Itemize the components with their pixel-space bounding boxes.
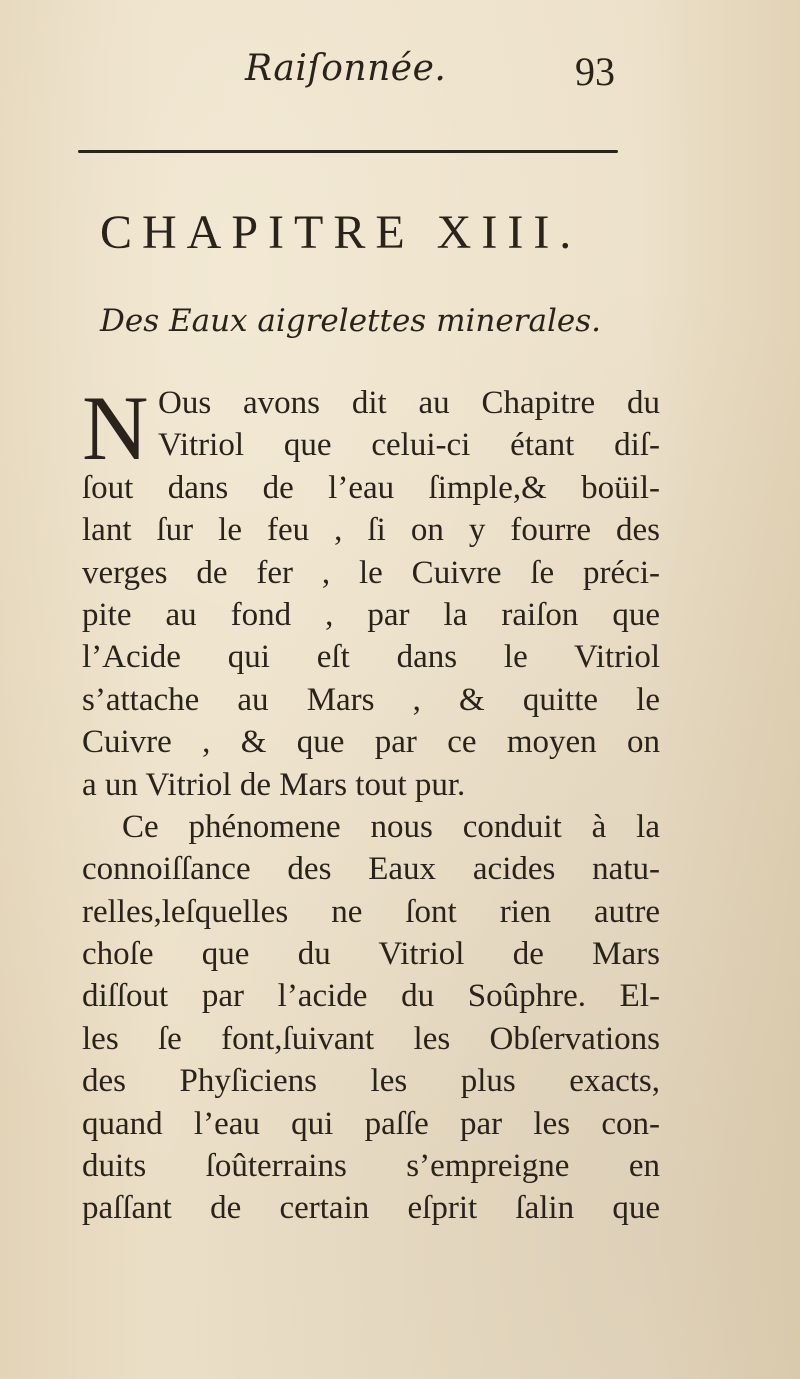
text-line: verges de fer , le Cuivre ſe préci-: [82, 554, 660, 591]
text-line: s’attache au Mars , & quitte le: [82, 681, 660, 718]
text-line: des Phyſiciens les plus exacts,: [82, 1063, 660, 1100]
body-text: [82, 377, 660, 1230]
chapter-subtitle: Des Eaux aigrelettes minerales.: [100, 303, 602, 339]
text-line: duits ſoûterrains s’empreigne en: [82, 1148, 660, 1185]
text-line: ſout dans de l’eau ſimple,& boüil-: [82, 469, 660, 506]
text-line: a un Vitriol de Mars tout pur.: [82, 766, 466, 803]
text-line: Cuivre , & que par ce moyen on: [82, 724, 660, 761]
text-line: Ous avons dit au Chapitre du: [158, 385, 660, 421]
text-line: paſſant de certain eſprit ſalin que: [82, 1190, 660, 1227]
drop-cap: N: [82, 377, 149, 479]
running-header: [0, 48, 800, 98]
page-number: 93: [575, 49, 615, 94]
chapter-title: CHAPITRE XIII.: [100, 206, 582, 259]
text-line: connoiſſance des Eaux acides natu-: [82, 851, 660, 888]
running-title: Raiſonnée.: [245, 48, 447, 89]
text-line: les ſe font,ſuivant les Obſervations: [82, 1020, 660, 1057]
header-rule: [78, 150, 618, 153]
text-line: diſſout par l’acide du Soûphre. El-: [82, 978, 660, 1015]
text-line: choſe que du Vitriol de Mars: [82, 936, 660, 973]
text-line: quand l’eau qui paſſe par les con-: [82, 1105, 660, 1142]
text-line: Ce phénomene nous conduit à la: [122, 808, 660, 845]
text-line: Vitriol que celui-ci étant diſ-: [158, 427, 660, 464]
text-line: relles,leſquelles ne ſont rien autre: [82, 893, 660, 930]
text-line: l’Acide qui eſt dans le Vitriol: [82, 639, 660, 676]
text-line: lant ſur le feu , ſi on y fourre des: [82, 512, 660, 549]
text-line: pite au fond , par la raiſon que: [82, 596, 660, 633]
